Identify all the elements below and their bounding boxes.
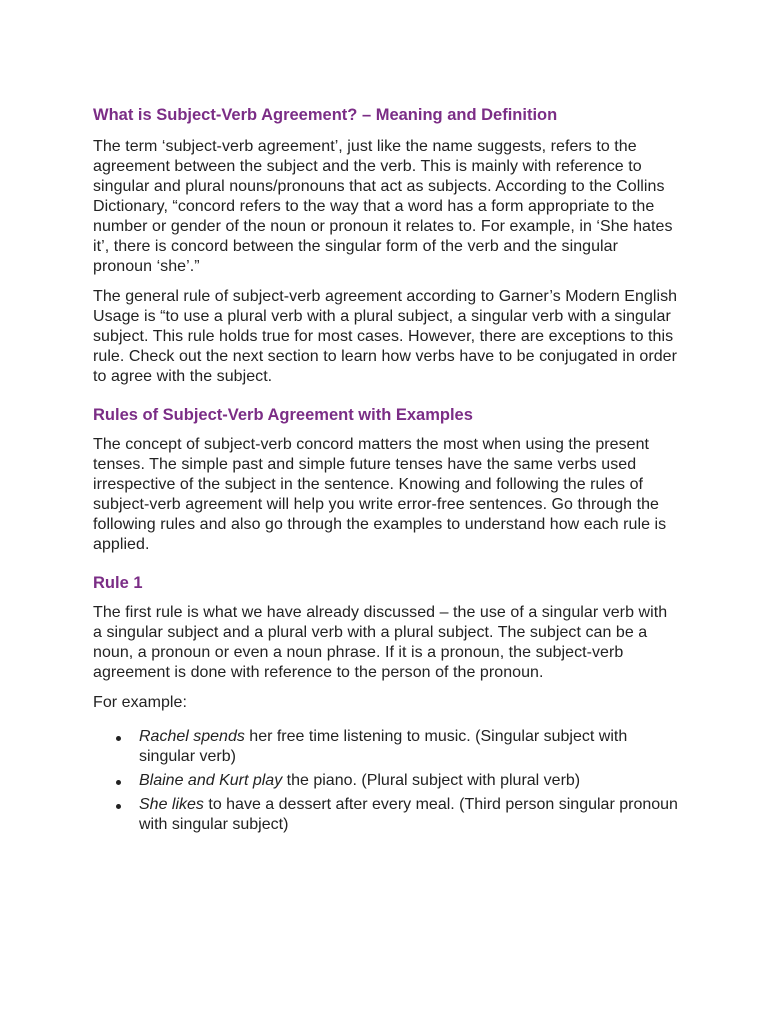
list-item	[93, 727, 678, 767]
paragraph-definition-2: The general rule of subject-verb agreement according to Garner’s Modern English Usage is “to use a plural verb with a plural subject, a singular verb with a singular subject. This rule holds true for most cases. However, there are exceptions to this rule. Check out the next section to learn how verbs have to be conjugated in order to agree with the subject.	[93, 288, 678, 385]
example-text: the piano. (Plural subject with plural verb)	[282, 772, 581, 789]
example-subject-verb: Rachel spends	[139, 728, 245, 745]
section-heading-rule-1: Rule 1	[93, 574, 143, 592]
paragraph-rule-1: The first rule is what we have already discussed – the use of a singular verb with a singular subject and a plural verb with a plural subject. The subject can be a noun, a pronoun or even a noun phrase. If it is a pronoun, the subject-verb agreement is done with reference to the person of the pronoun.	[93, 604, 668, 681]
list-item	[93, 771, 678, 791]
example-intro: For example:	[93, 694, 187, 711]
paragraph-definition-1: The term ‘subject-verb agreement’, just like the name suggests, refers to the agreement between the subject and the verb. This is mainly with reference to singular and plural nouns/pronouns that act as subjects. According to the Collins Dictionary, “concord refers to the way that a word has a form appropriate to the number or gender of the noun or pronoun it relates to. For example, in ‘She hates it’, there is concord between the singular form of the verb and the singular pronoun ‘she’.”	[93, 138, 673, 275]
bullet-icon	[116, 780, 121, 785]
example-list	[93, 727, 678, 835]
example-text: her free time listening to music. (Singular subject with singular verb)	[139, 728, 628, 765]
bullet-icon	[116, 736, 121, 741]
bullet-icon	[116, 804, 121, 809]
section-heading-definition: What is Subject-Verb Agreement? – Meaning and Definition	[93, 106, 558, 124]
section-heading-rules: Rules of Subject-Verb Agreement with Examples	[93, 406, 473, 424]
example-subject-verb: She likes	[139, 796, 204, 813]
example-text: to have a dessert after every meal. (Third person singular pronoun with singular subject)	[139, 796, 678, 833]
list-item	[93, 795, 678, 835]
example-subject-verb: Blaine and Kurt play	[139, 772, 283, 789]
paragraph-rules-1: The concept of subject-verb concord matters the most when using the present tenses. The simple past and simple future tenses have the same verbs used irrespective of the subject in the sentence. Knowing and following the rules of subject-verb agreement will help you write error-free sentences. Go through the following rules and also go through the examples to understand how each rule is applied.	[93, 436, 667, 553]
